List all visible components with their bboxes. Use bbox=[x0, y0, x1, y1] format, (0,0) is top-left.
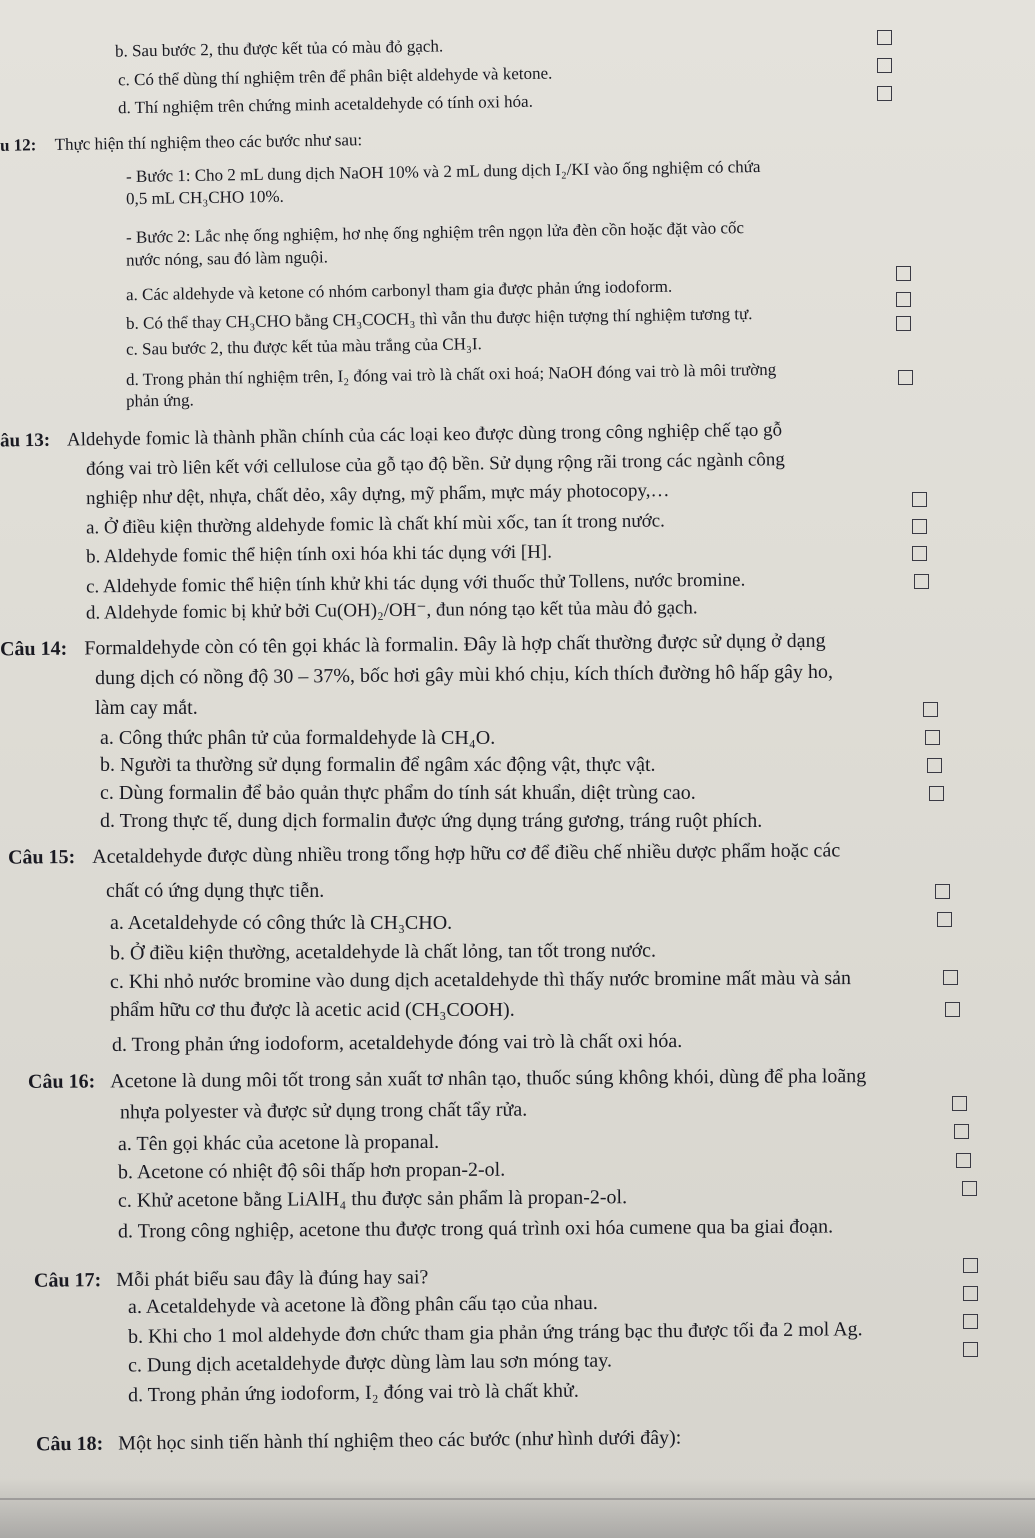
q15-checkbox-a[interactable] bbox=[935, 884, 950, 899]
q11-option-b: b. Sau bước 2, thu được kết tủa có màu đỏ gạch. bbox=[114, 36, 444, 61]
q16-option-d: d. Trong công nghiệp, acetone thu được trong quá trình oxi hóa cumene qua ba giai đoạn. bbox=[117, 1215, 834, 1243]
q13-option-d: d. Aldehyde fomic bị khử bởi Cu(OH)₂/OH⁻, đun nóng tạo kết tủa màu đỏ gạch. bbox=[85, 597, 698, 624]
q16-option-c: c. Khử acetone bằng LiAlH₄ thu được sản phẩm là propan-2-ol. bbox=[117, 1186, 628, 1212]
q12-label: u 12: bbox=[0, 135, 37, 155]
q15-option-b: b. Ở điều kiện thường, acetaldehyde là chất lỏng, tan tốt trong nước. bbox=[109, 939, 657, 965]
q11-option-c: c. Có thể dùng thí nghiệm trên để phân biệt aldehyde và ketone. bbox=[117, 63, 553, 90]
q16 bbox=[28, 1065, 866, 1093]
q17-option-d: d. Trong phản ứng iodoform, I₂ đóng vai trò là chất khử. bbox=[127, 1379, 579, 1407]
q17-stem: Mỗi phát biểu sau đây là đúng hay sai? bbox=[116, 1266, 429, 1292]
q15-checkbox-b[interactable] bbox=[937, 912, 952, 927]
q14-option-a: a. Công thức phân tử của formaldehyde là CH₄O. bbox=[100, 727, 496, 749]
q15-option-c-line1: c. Khi nhỏ nước bromine vào dung dịch acetaldehyde thì thấy nước bromine mất màu và sản bbox=[109, 967, 852, 993]
q14-checkbox-b[interactable] bbox=[925, 730, 940, 745]
q11-checkbox-b[interactable] bbox=[877, 30, 892, 45]
q15-option-d: d. Trong phản ứng iodoform, acetaldehyde đóng vai trò là chất oxi hóa. bbox=[111, 1030, 683, 1056]
q11-checkbox-c[interactable] bbox=[877, 58, 892, 73]
q18 bbox=[36, 1427, 681, 1456]
q14-option-b: b. Người ta thường sử dụng formalin để ngâm xác động vật, thực vật. bbox=[100, 754, 656, 776]
q13-stem-line3: nghiệp như dệt, nhựa, chất dẻo, xây dựng, mỹ phẩm, mực máy photocopy,… bbox=[85, 479, 670, 510]
q17-option-a: a. Acetaldehyde và acetone là đồng phân cấu tạo của nhau. bbox=[127, 1291, 598, 1319]
q15-option-a: a. Acetaldehyde có công thức là CH₃CHO. bbox=[110, 912, 453, 934]
q13-checkbox-c[interactable] bbox=[912, 546, 927, 561]
q17-label: Câu 17: bbox=[33, 1269, 102, 1292]
q13-stem-line2: đóng vai trò liên kết với cellulose của gỗ tạo độ bền. Sử dụng rộng rãi trong các ngành công bbox=[85, 449, 785, 480]
q12-checkbox-b[interactable] bbox=[896, 292, 911, 307]
q12-option-a: a. Các aldehyde và ketone có nhóm carbonyl tham gia được phản ứng iodoform. bbox=[125, 276, 673, 305]
q14-checkbox-a[interactable] bbox=[923, 702, 938, 717]
q14-option-d: d. Trong thực tế, dung dịch formalin được ứng dụng tráng gương, tráng ruột phích. bbox=[100, 810, 763, 832]
q12-option-b: b. Có thể thay CH₃CHO bằng CH₃COCH₃ thì vẫn thu được hiện tượng thí nghiệm tương tự. bbox=[125, 304, 753, 333]
q12-option-c: c. Sau bước 2, thu được kết tủa màu trắng của CH₃I. bbox=[125, 334, 482, 359]
q14-checkbox-d[interactable] bbox=[929, 786, 944, 801]
q15-option-c-line2: phẩm hữu cơ thu được là acetic acid (CH₃COOH). bbox=[110, 999, 515, 1021]
q12-option-d-line1: d. Trong phản thí nghiệm trên, I₂ đóng vai trò là chất oxi hoá; NaOH đóng vai trò là môi trường bbox=[125, 359, 777, 390]
q12-option-d-line2: phản ứng. bbox=[125, 390, 194, 411]
q11-option-d: d. Thí nghiệm trên chứng minh acetaldehyde có tính oxi hóa. bbox=[117, 91, 534, 118]
q16-checkbox-b[interactable] bbox=[954, 1124, 969, 1139]
q18-stem: Một học sinh tiến hành thí nghiệm theo các bước (như hình dưới đây): bbox=[118, 1426, 682, 1455]
q13-checkbox-a[interactable] bbox=[912, 492, 927, 507]
q14-stem-line1: Formaldehyde còn có tên gọi khác là formalin. Đây là hợp chất thường được sử dụng ở dạng bbox=[84, 629, 826, 660]
q13 bbox=[0, 420, 782, 453]
q12-checkbox-d[interactable] bbox=[898, 370, 913, 385]
q13-checkbox-d[interactable] bbox=[914, 574, 929, 589]
q17-option-c: c. Dung dịch acetaldehyde được dùng làm lau sơn móng tay. bbox=[127, 1349, 613, 1377]
q14-option-c: c. Dùng formalin để bảo quản thực phẩm do tính sát khuẩn, diệt trùng cao. bbox=[100, 782, 696, 804]
q15-checkbox-c[interactable] bbox=[943, 970, 958, 985]
q12-stem: Thực hiện thí nghiệm theo các bước như sau: bbox=[54, 130, 363, 154]
q14 bbox=[0, 630, 826, 661]
q12-step2-line1: - Bước 2: Lắc nhẹ ống nghiệm, hơ nhẹ ống nghiệm trên ngọn lửa đèn cồn hoặc đặt vào cốc bbox=[125, 218, 745, 247]
q15-stem-line2: chất có ứng dụng thực tiễn. bbox=[106, 880, 325, 902]
q16-stem-line2: nhựa polyester và được sử dụng trong chất tẩy rửa. bbox=[119, 1098, 528, 1124]
q15-checkbox-d[interactable] bbox=[945, 1002, 960, 1017]
q12-checkbox-a[interactable] bbox=[896, 266, 911, 281]
q12-step1-line2: 0,5 mL CH₃CHO 10%. bbox=[125, 186, 284, 209]
q13-checkbox-b[interactable] bbox=[912, 519, 927, 534]
q16-checkbox-c[interactable] bbox=[956, 1153, 971, 1168]
q13-option-a: a. Ở điều kiện thường aldehyde fomic là chất khí mùi xốc, tan ít trong nước. bbox=[85, 510, 665, 539]
q17-checkbox-a[interactable] bbox=[963, 1258, 978, 1273]
q15 bbox=[8, 839, 840, 868]
q16-option-b: b. Acetone có nhiệt độ sôi thấp hơn propan-2-ol. bbox=[117, 1158, 506, 1184]
q11-checkbox-d[interactable] bbox=[877, 86, 892, 101]
q14-checkbox-c[interactable] bbox=[927, 758, 942, 773]
q17-option-b: b. Khi cho 1 mol aldehyde đơn chức tham gia phản ứng tráng bạc thu được tối đa 2 mol Ag. bbox=[127, 1318, 863, 1348]
q14-stem-line3: làm cay mắt. bbox=[95, 697, 198, 719]
q17 bbox=[34, 1266, 429, 1291]
q13-stem-line1: Aldehyde fomic là thành phần chính của các loại keo được dùng trong công nghiệp chế tạo gỗ bbox=[66, 419, 783, 451]
q13-option-b: b. Aldehyde fomic thể hiện tính oxi hóa khi tác dụng với [H]. bbox=[85, 541, 553, 568]
q17-checkbox-b[interactable] bbox=[963, 1286, 978, 1301]
q16-checkbox-d[interactable] bbox=[962, 1181, 977, 1196]
q14-stem-line2: dung dịch có nồng độ 30 – 37%, bốc hơi gây mùi khó chịu, kích thích đường hô hấp gây ho, bbox=[94, 660, 834, 690]
q16-stem-line1: Acetone là dung môi tốt trong sản xuất tơ nhân tạo, thuốc súng không khói, dùng để pha loãng bbox=[110, 1065, 867, 1093]
q17-checkbox-d[interactable] bbox=[963, 1342, 978, 1357]
page-bottom-shadow bbox=[0, 1478, 1035, 1538]
q14-label: Câu 14: bbox=[0, 637, 68, 661]
q16-checkbox-a[interactable] bbox=[952, 1096, 967, 1111]
q15-stem-line1: Acetaldehyde được dùng nhiều trong tổng hợp hữu cơ để điều chế nhiều dược phẩm hoặc các bbox=[92, 839, 841, 868]
q17-checkbox-c[interactable] bbox=[963, 1314, 978, 1329]
q12 bbox=[0, 129, 362, 157]
q12-step1-line1: - Bước 1: Cho 2 mL dung dịch NaOH 10% và 2 mL dung dịch I₂/KI vào ống nghiệm có chứa bbox=[125, 157, 761, 186]
q18-label: Câu 18: bbox=[35, 1432, 104, 1456]
q16-option-a: a. Tên gọi khác của acetone là propanal. bbox=[117, 1130, 440, 1156]
q16-label: Câu 16: bbox=[27, 1070, 96, 1093]
q15-label: Câu 15: bbox=[7, 846, 76, 869]
q13-label: âu 13: bbox=[0, 429, 51, 452]
q13-option-c: c. Aldehyde fomic thể hiện tính khử khi tác dụng với thuốc thử Tollens, nước bromine. bbox=[85, 569, 746, 598]
q12-step2-line2: nước nóng, sau đó làm nguội. bbox=[125, 247, 329, 270]
q12-checkbox-c[interactable] bbox=[896, 316, 911, 331]
